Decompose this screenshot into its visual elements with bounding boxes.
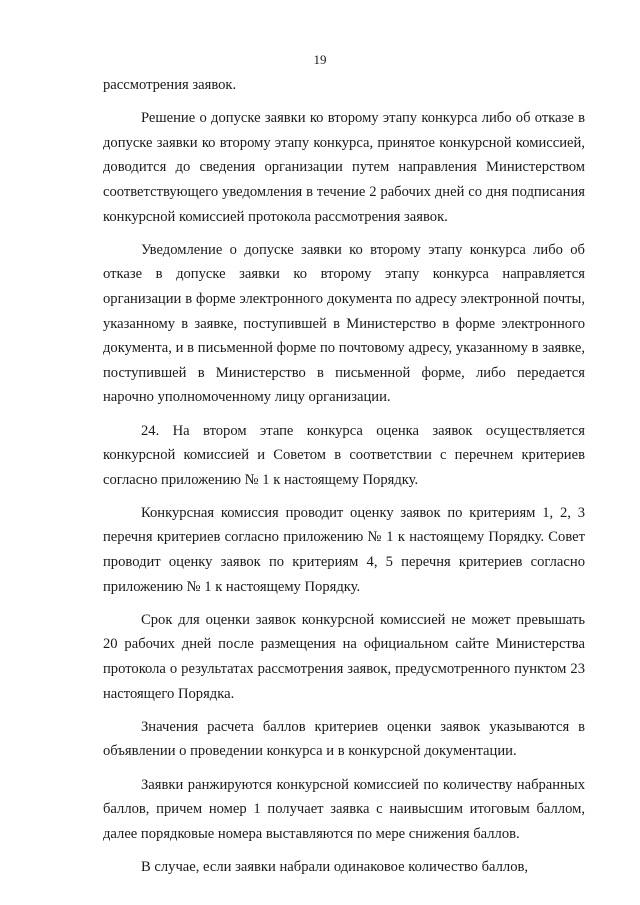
paragraph-criteria-evaluation: Конкурсная комиссия проводит оценку заявок по критериям 1, 2, 3 перечня критериев согласно приложению № 1 к настоящему Порядку. Совет проводит оценку заявок по критериям 4, 5 перечня критериев согласно приложению № 1 к настоящему Порядку. bbox=[103, 504, 585, 595]
paragraph-score-values: Значения расчета баллов критериев оценки заявок указываются в объявлении о проведении конкурса и в конкурсной документации. bbox=[103, 718, 585, 760]
paragraph-item-24: 24. На втором этапе конкурса оценка заявок осуществляется конкурсной комиссией и Советом в соответствии с перечнем критериев согласно приложению № 1 к настоящему Порядку. bbox=[103, 422, 585, 488]
paragraph-continuation: рассмотрения заявок. bbox=[103, 77, 237, 93]
paragraph-evaluation-deadline: Срок для оценки заявок конкурсной комиссией не может превышать 20 рабочих дней после размещения на официальном сайте Министерства протокола о результатах рассмотрения заявок, предусмотренного пунктом 23 настоящего Порядка. bbox=[103, 611, 585, 702]
paragraph-admission-decision: Решение о допуске заявки ко второму этапу конкурса либо об отказе в допуске заявки ко второму этапу конкурса, принятое конкурсной комиссией, доводится до сведения организации путем направления Министерством соответствующего уведомления в течение 2 рабочих дней со дня подписания конкурсной комиссией протокола рассмотрения заявок. bbox=[103, 110, 585, 225]
document-body bbox=[103, 73, 585, 888]
paragraph-notification: Уведомление о допуске заявки ко второму этапу конкурса либо об отказе в допуске заявки ко второму этапу конкурса направляется организации в форме электронного документа по адресу электронной почты, указанному в заявке, поступившей в Министерство в форме электронного документа, и в письменной форме по почтовому адресу, указанному в заявке, поступившей в Министерство в письменной форме, либо передается нарочно уполномоченному лицу организации. bbox=[103, 241, 585, 406]
paragraph-equal-scores: В случае, если заявки набрали одинаковое количество баллов, bbox=[141, 858, 529, 875]
paragraph-ranking: Заявки ранжируются конкурсной комиссией по количеству набранных баллов, причем номер 1 получает заявка с наивысшим итоговым баллом, далее порядковые номера выставляются по мере снижения баллов. bbox=[103, 776, 585, 842]
page-number: 19 bbox=[313, 52, 327, 67]
